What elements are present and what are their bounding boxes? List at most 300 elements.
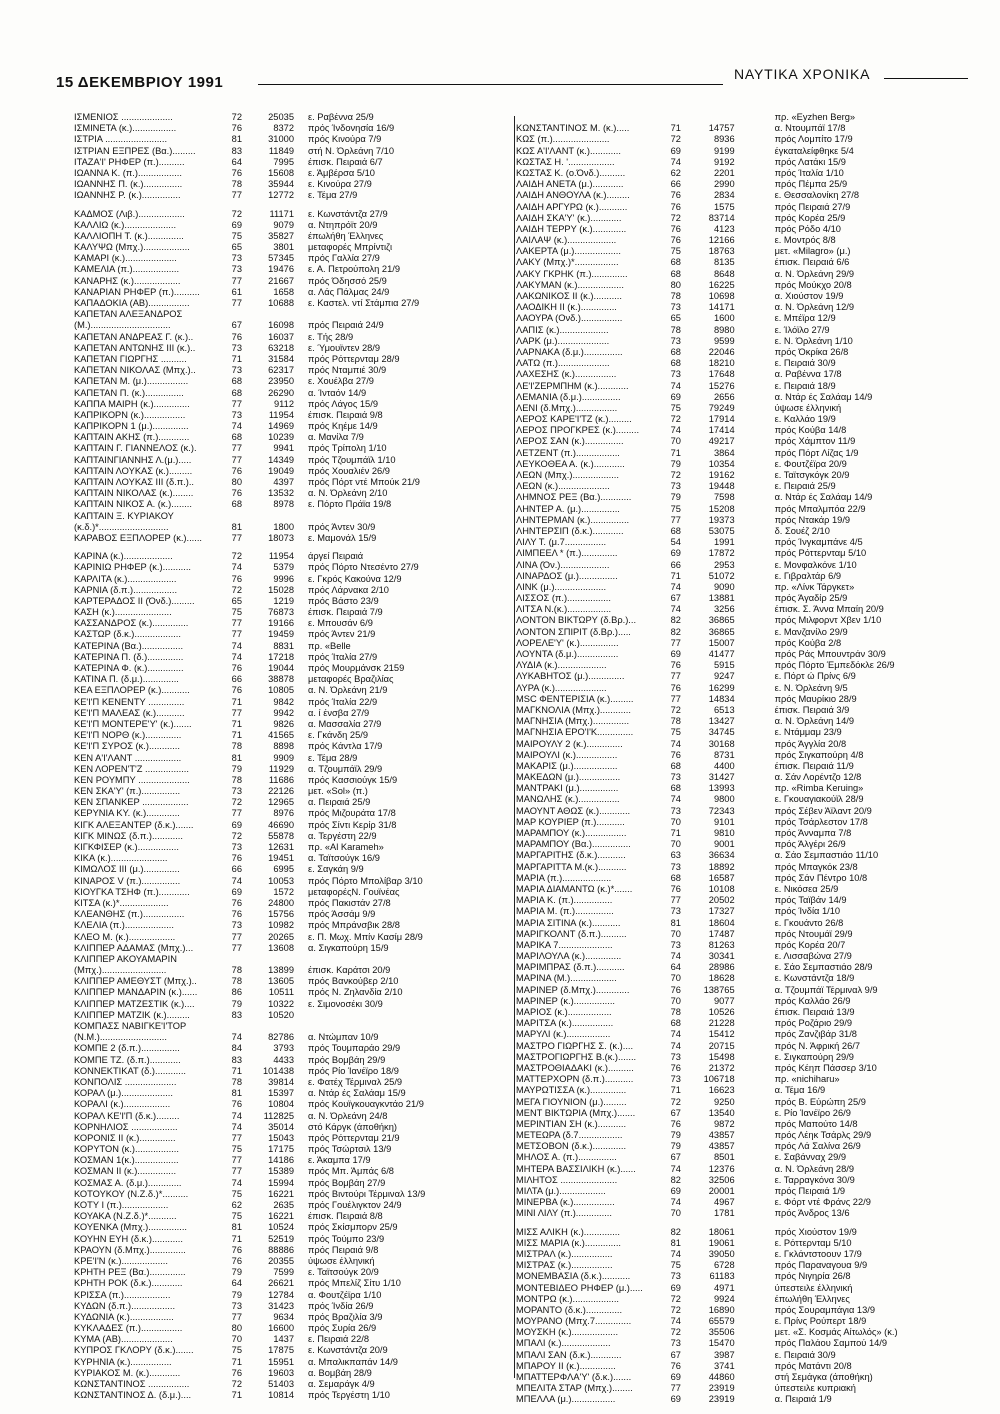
ship-entry — [516, 369, 976, 380]
tonnage: 6995 — [273, 864, 294, 875]
ship-entry — [74, 1222, 514, 1233]
ship-name: ΛΗΝΤΕΡΣΙΠ (δ.κ.)............ — [516, 525, 624, 536]
tonnage: 9112 — [274, 398, 294, 409]
build-year: 73 — [231, 409, 242, 420]
position-note: πρός Ίνδονησία 16/9 — [308, 123, 395, 134]
build-year: 82 — [670, 1226, 681, 1237]
ship-entry — [74, 1055, 514, 1066]
ship-entry — [74, 421, 514, 432]
ship-entry — [516, 1152, 976, 1163]
tonnage: 15470 — [708, 1338, 735, 1349]
ship-entry — [516, 168, 976, 179]
tonnage: 138765 — [703, 984, 735, 995]
position-note: α. Μασσαλία 27/9 — [308, 718, 382, 729]
build-year: 62 — [670, 167, 681, 178]
tonnage: 18763 — [708, 246, 735, 257]
ship-entry — [74, 629, 514, 640]
build-year: 72 — [670, 1327, 681, 1338]
build-year: 73 — [670, 1271, 681, 1282]
ship-entry — [74, 1166, 514, 1177]
build-year: 71 — [670, 570, 681, 581]
ship-entry — [516, 716, 976, 727]
ship-entry — [516, 694, 976, 705]
ship-entry — [516, 202, 976, 213]
position-note: πρός Τζουμπάϊλ 1/10 — [308, 454, 396, 465]
ship-name: ΜΑΡΙΛΟΥΛΑ (κ.).............. — [516, 951, 622, 962]
tonnage: 9909 — [273, 752, 294, 763]
ship-entry — [74, 1155, 514, 1166]
tonnage: 8831 — [273, 640, 294, 651]
ship-name: ΚΡΗΤΗ ΡΕΞ (Βα.).............. — [74, 1267, 186, 1278]
ship-name: ΙΣΤΡΙΑΝ ΕΞΠΡΕΣ (Βα.)......... — [74, 145, 196, 156]
ship-name: ΛΥΡΑ (κ.).................... — [516, 682, 607, 693]
tonnage: 16225 — [708, 279, 735, 290]
tonnage: 15276 — [708, 380, 735, 391]
ship-entry — [74, 488, 514, 499]
tonnage: 4397 — [273, 477, 294, 487]
ship-entry — [516, 504, 976, 515]
ship-name: ΜΑΙΡΟΥΛΥ 2 (κ.).............. — [516, 738, 623, 749]
ship-name: ΜΠΑΤΤΕΡΦΛΑ'Υ' (δ.κ.)....... — [516, 1372, 632, 1382]
position-note: πρός Όκρίκα 26/8 — [774, 346, 849, 357]
ship-name: ΚΩΣ Α'Ι'ΛΑΝΤ (κ.)............ — [516, 145, 621, 156]
tonnage: 6728 — [713, 1260, 735, 1271]
ship-entry — [516, 302, 976, 313]
ship-name: ΜΟΝΤΕΒΙΔΕΟ ΡΗΦΕΡ (μ.)..... — [516, 1282, 643, 1293]
position-note: πρός Μούκχο 20/8 — [774, 279, 852, 290]
tonnage: 55878 — [268, 830, 294, 841]
tonnage: 9941 — [273, 443, 294, 454]
position-note: α. Ν. Όρλεάνη 2/10 — [308, 488, 388, 499]
build-year: 71 — [670, 828, 681, 838]
position-note: α. Ν. Όρλεάνη 28/9 — [774, 1163, 855, 1174]
ship-entry — [74, 123, 514, 134]
tonnage: 38878 — [268, 674, 294, 685]
build-year: 72 — [231, 830, 242, 841]
ship-name: ΛΗΜΝΟΣ ΡΕΞ (Βα.)............ — [516, 492, 632, 503]
ship-name: ΛΑΚΥΜΑΝ (κ.).................. — [516, 279, 624, 290]
ship-name: ΚΟΡΥΤΟΝ (κ.)................. — [74, 1144, 179, 1155]
ship-entry — [74, 562, 514, 573]
ship-name: ΜΑΙΡΟΥΛΙ (κ.)................ — [516, 749, 618, 760]
ship-entry — [516, 1108, 976, 1119]
tonnage: 11954 — [268, 551, 294, 562]
ship-entry — [74, 522, 514, 533]
tonnage: 13993 — [708, 783, 735, 794]
ship-list-right — [516, 112, 976, 1406]
tonnage: 23919 — [708, 1383, 735, 1394]
build-year: 81 — [670, 917, 681, 928]
tonnage — [681, 112, 735, 123]
ship-name: ΜΕΤΕΩΡΑ (δ.7................. — [516, 1130, 623, 1141]
position-note: πρός Λά Σαλίνα 26/9 — [774, 1141, 861, 1152]
position-note: πρός Παραναγουα 9/9 — [774, 1260, 868, 1271]
build-year: 76 — [231, 909, 242, 920]
ship-entry — [516, 548, 976, 559]
position-note: πρός Σιγκαπούρη 4/8 — [774, 749, 864, 760]
tonnage: 7995 — [273, 156, 294, 167]
build-year: 72 — [670, 470, 681, 480]
tonnage: 16587 — [708, 872, 735, 883]
ship-entry — [516, 806, 976, 817]
ship-list-left — [74, 112, 514, 1401]
ship-entry — [74, 1278, 514, 1289]
build-year: 69 — [670, 145, 681, 156]
build-year: 79 — [231, 998, 242, 1009]
position-note: έπωλήθη Έλληνες — [308, 230, 384, 241]
build-year: 73 — [670, 481, 681, 492]
position-note: ε. Ρίο Ίανέϊρο 26/9 — [774, 1107, 851, 1118]
build-year: 75 — [231, 230, 242, 241]
tonnage: 4967 — [713, 1197, 735, 1208]
ship-entry — [516, 1052, 976, 1063]
ship-entry — [516, 436, 976, 447]
position-note — [294, 954, 513, 965]
position-note: α. Ίνταόν 14/9 — [308, 387, 367, 398]
ship-name: ΛΑΙΛΑΨ (κ.)................... — [516, 235, 617, 246]
build-year: 76 — [670, 201, 681, 212]
tonnage — [242, 511, 294, 522]
ship-name: ΜΑΡΓΑΡΙΤΤΑ Μ.(κ.)........... — [516, 861, 627, 872]
ship-entry — [74, 1234, 514, 1245]
position-note: πρός Κορέα 20/7 — [774, 939, 846, 950]
ship-entry — [74, 309, 514, 320]
position-note: πρός Μπράνσβικ 28/8 — [308, 920, 400, 931]
ship-entry — [516, 1197, 976, 1208]
position-note: πρός Πειραιά 9/8 — [308, 1244, 379, 1255]
position-note: έπισκ. Σ. Άννα Μπαίη 20/9 — [774, 604, 884, 615]
position-note: πρός Παλάου Σαμπού 14/9 — [774, 1338, 888, 1349]
position-note: ε. Ν. Όρλεάνη 9/5 — [774, 682, 848, 693]
tonnage: 18073 — [268, 532, 294, 543]
tonnage: 36865 — [708, 626, 735, 637]
position-note: πρός Ρόττερνταμ 28/9 — [308, 353, 400, 364]
ship-entry — [516, 1372, 976, 1383]
build-year: 74 — [670, 1248, 681, 1259]
build-year: 76 — [231, 663, 242, 673]
tonnage: 13540 — [708, 1107, 735, 1118]
tonnage: 17218 — [268, 651, 294, 662]
tonnage: 1600 — [713, 313, 735, 324]
position-note: πρός Ματάντι 20/8 — [774, 1360, 852, 1371]
position-note: πρός Άντεν 21/9 — [308, 629, 376, 640]
ship-entry — [74, 1189, 514, 1200]
build-year: 79 — [670, 1130, 681, 1141]
tonnage: 10354 — [708, 458, 735, 469]
position-note: ε. Σαβάνναχ 29/9 — [774, 1152, 847, 1163]
position-note: α. Λάς Πάλμας 24/9 — [308, 286, 390, 297]
tonnage: 13899 — [268, 965, 294, 976]
ship-name: ΜΑΡΙΑ Κ. (π.)............... — [516, 895, 613, 906]
ship-entry — [74, 1390, 514, 1401]
build-year: 76 — [670, 984, 681, 995]
tonnage: 2953 — [713, 559, 735, 570]
build-year: 69 — [670, 391, 681, 402]
position-note: ε. Τέμα 28/9 — [308, 752, 358, 763]
position-note: στό Κάργκ (άποθήκη) — [308, 1121, 397, 1132]
ship-name: ΜΑΓΚΝΟΛΙΑ (Μπχ.)............ — [516, 704, 631, 715]
tonnage: 34745 — [708, 727, 735, 738]
ship-entry — [74, 1245, 514, 1256]
build-year: 77 — [231, 707, 242, 718]
ship-entry — [516, 1097, 976, 1108]
tonnage: 23919 — [708, 1394, 735, 1405]
position-note: ε. Ταϊτσούγκ 20/9 — [308, 1267, 379, 1278]
tonnage: 41565 — [268, 730, 294, 741]
build-year: 67 — [670, 1107, 681, 1118]
build-year: 71 — [231, 1356, 242, 1367]
ship-name: ΚΛΕΛΙΑ (π.)................... — [74, 920, 174, 931]
position-note: ε. Πρίνς Ρούπερτ 18/9 — [774, 1316, 867, 1327]
build-year: 74 — [231, 640, 242, 651]
ship-entry — [516, 862, 976, 873]
position-note: πρός Νιγηρία 26/8 — [774, 1271, 851, 1282]
position-note: α. Ν. Όρλεάνη 29/9 — [774, 268, 855, 279]
tonnage: 19373 — [708, 514, 735, 525]
ship-name: (Ν.Μ.).......................... — [74, 1032, 167, 1043]
tonnage: 51072 — [708, 570, 735, 581]
position-note: πρός Τρίπολη 1/10 — [308, 443, 387, 454]
build-year: 77 — [231, 1166, 242, 1177]
ship-entry — [516, 403, 976, 414]
position-note: ε. Μανζανίλο 29/9 — [774, 626, 848, 637]
build-year: 77 — [670, 895, 681, 906]
ship-name: ΚΛΕΟ Μ. (κ.).................. — [74, 931, 176, 942]
build-year: 71 — [231, 1065, 242, 1076]
position-note: πρός Μπ. Άμπάς 6/8 — [308, 1166, 394, 1177]
build-year: 77 — [231, 808, 242, 819]
ship-name: ΜΑΡΙΑ Μ. (π.)............... — [516, 906, 614, 917]
position-note: ε. Άμβέρσα 5/10 — [308, 167, 375, 178]
ship-name: ΛΟΝΤΟΝ ΒΙΚΤΩΡΥ (δ.Βρ.)... — [516, 615, 637, 626]
tonnage: 15951 — [268, 1356, 294, 1367]
ship-name: ΚΡΑΟΥΝ (δ.Μπχ.).............. — [74, 1244, 186, 1255]
ship-name: ΚΑΡΝΙΑ (δ.π.)................. — [74, 584, 178, 595]
build-year: 74 — [670, 156, 681, 167]
build-year: 77 — [231, 275, 242, 286]
ship-entry — [74, 685, 514, 696]
position-note: πρός Πέμπα 25/9 — [774, 179, 848, 190]
position-note: ε. Φατέχ Τέρμιναλ 25/9 — [308, 1076, 403, 1087]
build-year: 73 — [670, 772, 681, 783]
build-year: 72 — [670, 414, 681, 425]
tonnage: 62317 — [268, 365, 294, 376]
tonnage: 22046 — [708, 346, 735, 357]
tonnage: 2635 — [273, 1200, 294, 1210]
position-note: πρός Σουραμπάγια 13/9 — [774, 1304, 876, 1315]
ship-name: ΚΛΙΠΠΕΡ ΑΔΑΜΑΣ (Μπχ.)... — [74, 942, 194, 953]
tonnage: 8976 — [273, 808, 294, 819]
build-year: 77 — [670, 693, 681, 704]
build-year: 73 — [670, 335, 681, 346]
position-note — [294, 1021, 513, 1032]
position-note: πρός Ταϊβάν 14/9 — [774, 895, 847, 906]
ship-entry — [74, 134, 514, 145]
build-year: 78 — [231, 1076, 242, 1087]
tonnage: 31584 — [268, 353, 294, 364]
ship-entry — [516, 839, 976, 850]
ship-entry — [74, 1379, 514, 1390]
position-note: πρός Τουμπαράο 29/9 — [308, 1043, 401, 1054]
build-year: 74 — [670, 425, 681, 436]
build-year: 72 — [670, 1304, 681, 1315]
ship-entry — [74, 920, 514, 931]
ship-name: ΛΑΧΕΣΗΣ (κ.)................ — [516, 369, 617, 380]
ship-entry — [74, 876, 514, 887]
build-year: 66 — [231, 674, 242, 685]
position-note: πρός Τσώρτσιλ 13/9 — [308, 1144, 392, 1155]
tonnage: 15028 — [268, 584, 294, 595]
ship-entry — [74, 1312, 514, 1323]
build-year: 67 — [670, 593, 681, 604]
position-note: ε. Θεσσαλονίκη 27/8 — [774, 190, 860, 201]
tonnage: 35944 — [268, 179, 294, 190]
tonnage: 1219 — [273, 595, 294, 606]
build-year: 73 — [670, 1074, 681, 1085]
tonnage: 32506 — [708, 1174, 735, 1185]
ship-name: ΛΕΩΝ (κ.).................... — [516, 481, 610, 492]
ship-name: MSC ΦΕΝΤΕΡΙΣΙΑ (κ.)......... — [516, 693, 634, 704]
position-note: πρός Λομπίτο 17/9 — [774, 134, 853, 145]
tonnage: 10526 — [708, 1007, 735, 1017]
ship-name: ΛΟΝΤΟΝ ΣΠΙΡΙΤ (δ.Βρ.)..... — [516, 626, 631, 637]
ship-name: ΚΩΝΣΤΑΝΤΙΝΟΣ ................ — [74, 1379, 190, 1389]
ship-name: ΚΑΠΤΑΙΝ ΛΟΥΚΑΣ (κ.)......... — [74, 465, 193, 476]
position-note: α. Μπαλικπαπάν 14/9 — [308, 1356, 398, 1367]
ship-entry — [516, 638, 976, 649]
position-note: α. Ντώμπαν 10/9 — [308, 1032, 379, 1043]
ship-name: ΚΕ'Ι'Π ΝΟΡΘ (κ.).............. — [74, 730, 182, 741]
build-year: 72 — [231, 584, 242, 595]
build-year: 70 — [670, 1208, 681, 1219]
ship-entry — [516, 1383, 976, 1394]
build-year: 75 — [231, 607, 242, 618]
ship-name: ΛΕΡΟΣ ΚΑΡΕ'Ι'ΤΖ (κ.)......... — [516, 414, 632, 425]
tonnage: 19451 — [268, 853, 294, 864]
build-year: 68 — [670, 872, 681, 883]
tonnage: 3987 — [713, 1349, 735, 1360]
build-year: 76 — [231, 1367, 242, 1378]
ship-name: ΚΟΝΝΕΚΤΙΚΑΤ (δ.)............ — [74, 1065, 186, 1076]
ship-entry — [516, 604, 976, 615]
page-date: 15 ΔΕΚΕΜΒΡΙΟΥ 1991 — [56, 74, 224, 91]
ship-name: ΜΟΥΣΚΗ (κ.).................. — [516, 1327, 619, 1338]
ship-entry — [516, 962, 976, 973]
position-note: μεταφορές Βραζιλίας — [308, 674, 394, 685]
ship-entry — [516, 1085, 976, 1096]
ship-entry — [516, 190, 976, 201]
ship-entry — [74, 808, 514, 819]
tonnage: 36865 — [708, 615, 735, 626]
position-note: ε. Καλλάο 19/9 — [774, 414, 836, 425]
ship-name: ΛΑΟΔΙΚΗ ΙΙ (κ.).............. — [516, 302, 617, 313]
position-note: πρός Χιούστον 19/9 — [774, 1226, 857, 1237]
tonnage: 35506 — [708, 1327, 735, 1338]
position-note: ε. Ν. Όρλεάνη 1/10 — [774, 335, 853, 346]
ship-entry — [74, 574, 514, 585]
build-year: 70 — [670, 839, 681, 850]
ship-name: ΜΑΡΙΚΑ 7..................... — [516, 939, 613, 950]
ship-name: ΚΙΚΑ (κ.)...................... — [74, 853, 168, 864]
ship-entry — [516, 671, 976, 682]
ship-name: ΜΑΣΤΡΟΘΙΑΔΑΚΙ (κ.).......... — [516, 1062, 634, 1073]
tonnage: 83714 — [708, 212, 735, 223]
ship-entry — [516, 850, 976, 861]
build-year: 76 — [231, 331, 242, 342]
build-year: 76 — [231, 488, 242, 499]
ship-entry — [74, 842, 514, 853]
position-note: ε. Πόρτο Πράϊα 19/8 — [308, 499, 392, 510]
ship-entry — [74, 607, 514, 618]
build-year: 62 — [231, 1200, 242, 1210]
ship-entry — [516, 705, 976, 716]
ship-entry — [74, 455, 514, 466]
position-note: ε. Πειραιά 30/9 — [774, 1349, 836, 1360]
position-note: ε. Ταρραγκόνα 30/9 — [774, 1174, 855, 1185]
build-year: 76 — [670, 1360, 681, 1371]
position-note: πρός Ράς Μπουντράν 30/9 — [774, 649, 886, 659]
build-year: 76 — [231, 897, 242, 908]
build-year: 73 — [670, 1338, 681, 1349]
position-note: πρός Πειραιά 24/9 — [308, 320, 384, 331]
ship-name: ΜΙΣΣ ΑΛΙΚΗ (κ.).............. — [516, 1226, 620, 1237]
ship-entry — [516, 1164, 976, 1175]
tonnage: 20265 — [268, 931, 294, 942]
build-year: 72 — [670, 1096, 681, 1107]
tonnage: 9079 — [273, 219, 294, 230]
tonnage: 36634 — [708, 850, 735, 861]
tonnage: 18628 — [708, 973, 735, 984]
position-note: ε. Φόρτ ντέ Φράνς 22/9 — [774, 1197, 871, 1208]
ship-entry — [74, 753, 514, 764]
position-note: πρός Πακιστάν 27/8 — [308, 897, 391, 908]
position-note: πρός Σέβεν Άϊλαντ 20/9 — [774, 805, 872, 816]
build-year: 72 — [670, 1293, 681, 1304]
build-year: 77 — [231, 532, 242, 543]
ship-name: ΚΡΕ'Ι'Ν (κ.).................. — [74, 1255, 168, 1266]
tonnage: 14349 — [268, 454, 294, 465]
position-note: πρός Μαπούτο 14/8 — [774, 1118, 858, 1129]
build-year: 74 — [231, 421, 242, 432]
ship-entry — [516, 1007, 976, 1018]
tonnage: 12965 — [268, 797, 294, 808]
position-note: πρός Τούμπο 23/9 — [308, 1233, 385, 1244]
position-note: πρός Πειραιά 27/9 — [774, 201, 851, 212]
build-year: 76 — [670, 1118, 681, 1129]
ship-name: ΜΠΕΛΙΤΑ ΣΤΑΡ (Μπχ.)........ — [516, 1383, 633, 1394]
position-note: πρός Βομβάη 29/9 — [308, 1054, 386, 1065]
position-note: πρός Ρίο Ίανέϊρο 18/9 — [308, 1065, 399, 1076]
build-year: 77 — [231, 454, 242, 465]
build-year: 72 — [670, 704, 681, 715]
ship-entry — [74, 1267, 514, 1278]
tonnage: 13881 — [708, 593, 735, 604]
ship-name: ΙΣΜΕΝΙΟΣ .................... — [74, 112, 173, 122]
position-note: πρός Μιζουράτα 17/8 — [308, 808, 396, 819]
section-gap — [74, 202, 514, 209]
build-year: 77 — [231, 443, 242, 454]
ship-entry — [74, 652, 514, 663]
ship-name: ΛΙΝΑ (Όν.)................... — [516, 559, 610, 570]
ship-name: ΜΑΡΙΝΕΡ (δ.Μπχ.)............. — [516, 984, 630, 995]
ship-name: ΚΕ'Ι'Π ΜΑΛΕΑΣ (κ.)........... — [74, 707, 185, 718]
tonnage: 2834 — [713, 190, 735, 201]
ship-name: ΚΑΛΥΨΩ (Μπχ.).................. — [74, 242, 190, 253]
position-note: πρός Άγαδίρ 25/9 — [774, 593, 848, 604]
ship-entry — [74, 764, 514, 775]
ship-name: ΜΟΝΕΜΒΑΣΙΑ (δ.κ.)........... — [516, 1271, 631, 1282]
position-note: πρός Κινούρα 7/9 — [308, 134, 382, 145]
